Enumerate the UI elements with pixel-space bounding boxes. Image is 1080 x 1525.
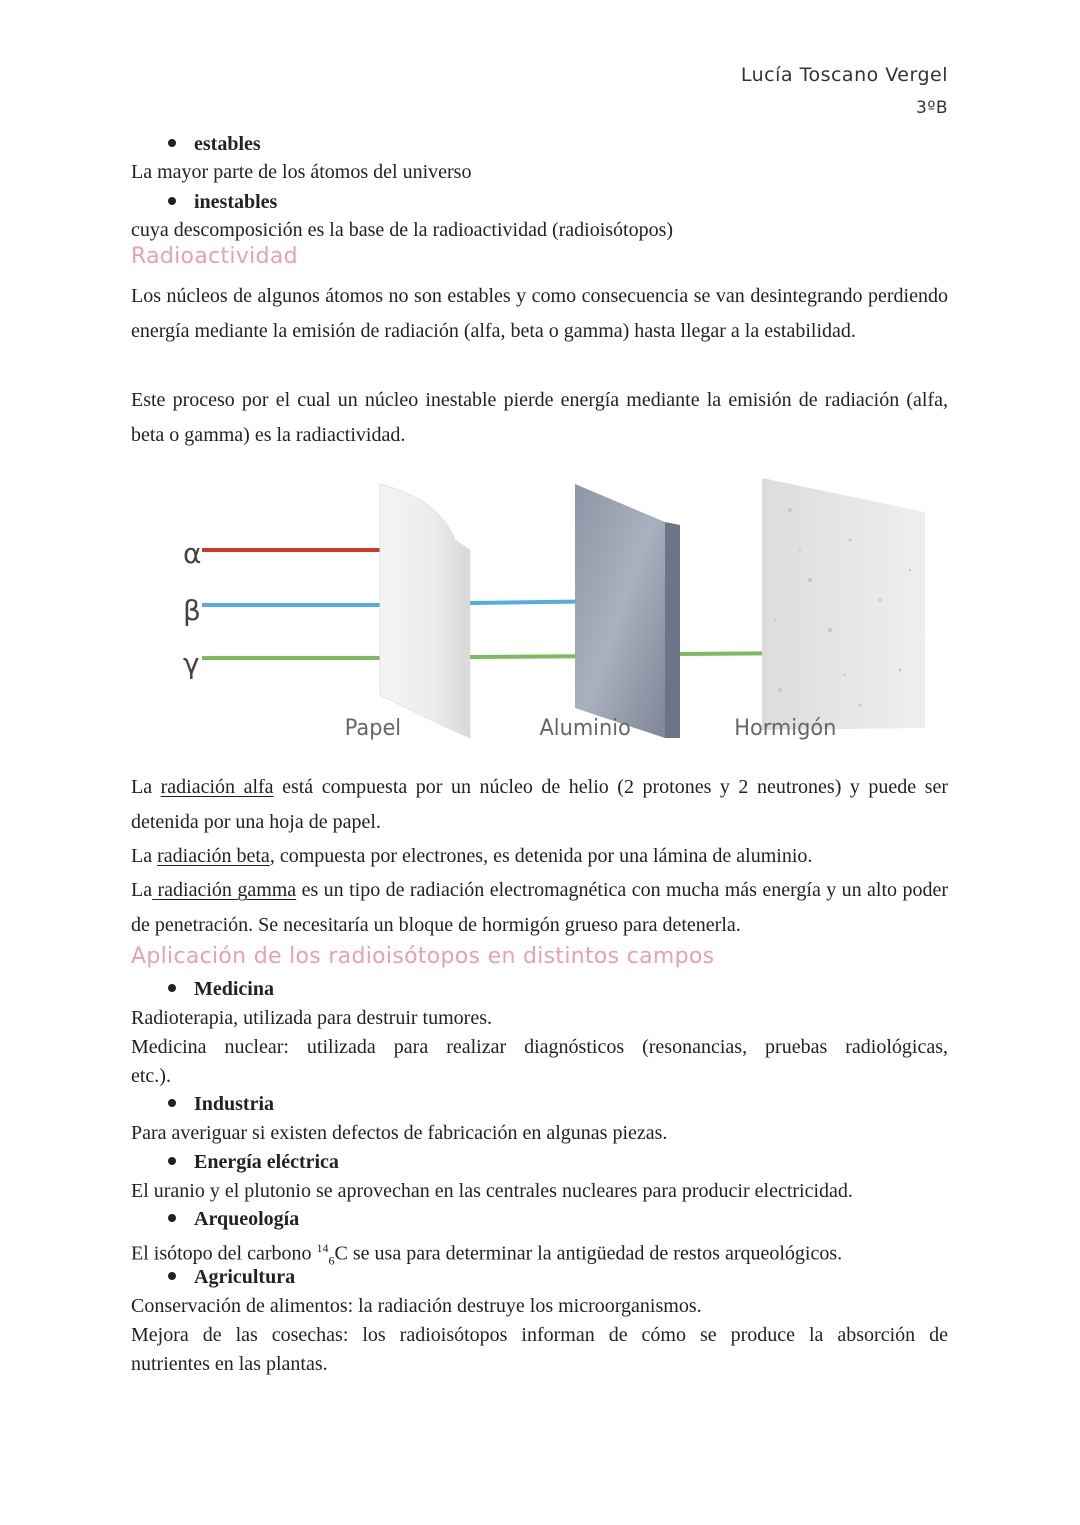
medicina-line-1: Radioterapia, utilizada para destruir tumores. (131, 1007, 492, 1029)
bullet-dot (168, 1099, 176, 1107)
paper-barrier (380, 484, 470, 738)
aplicaciones-heading: Aplicación de los radioisótopos en distintos campos (131, 944, 715, 969)
gamma-symbol: γ (183, 647, 200, 680)
energia-text: El uranio y el plutonio se aprovechan en las centrales nucleares para producir electricidad. (131, 1180, 853, 1202)
bullet-label: Agricultura (194, 1266, 296, 1288)
element-symbol: C (334, 1242, 348, 1265)
bullet-dot (168, 1272, 176, 1280)
bullet-label: Energía eléctrica (194, 1151, 339, 1173)
bullet-label: inestables (194, 191, 278, 213)
concrete-block (762, 478, 925, 730)
bullet-dot (168, 1214, 176, 1222)
alpha-term: radiación alfa (160, 776, 274, 798)
beta-term: radiación beta (157, 845, 270, 867)
agricultura-line-2: Mejora de las cosechas: los radioisótopos informan de cómo se produce la absorción de (131, 1324, 948, 1346)
aluminium-plate (575, 484, 665, 738)
gamma-term: radiación gamma (152, 879, 297, 901)
bullet-industria (168, 1090, 274, 1119)
bullet-dot (168, 1157, 176, 1165)
bullet-energia (168, 1148, 339, 1177)
beta-paragraph (131, 839, 948, 874)
aluminium-label: Aluminio (539, 715, 631, 742)
agricultura-line-1: Conservación de alimentos: la radiación destruye los microorganismos. (131, 1295, 702, 1317)
alpha-paragraph (131, 770, 948, 839)
gamma-paragraph (131, 873, 948, 942)
text-run: La (131, 776, 161, 798)
bullet-label: Arqueología (194, 1208, 300, 1230)
text-run: , compuesta por electrones, es detenida por una lámina de aluminio. (269, 845, 813, 867)
beta-symbol: β (183, 594, 201, 627)
bullet-medicina (168, 975, 274, 1004)
bullet-inestables (168, 188, 277, 217)
paragraph-text: Este proceso por el cual un núcleo inestable pierde energía mediante la emisión de radiación (alfa, beta o gamma) es la radiactividad. (131, 389, 948, 446)
bullet-label: estables (194, 133, 261, 155)
agricultura-line-3: nutrientes en las plantas. (131, 1353, 328, 1375)
medicina-line-3: etc.). (131, 1065, 171, 1087)
mass-number: 14 (316, 1241, 329, 1255)
text-run: La (131, 845, 158, 867)
text-run: es un tipo de radiación electromagnética con mucha más energía y un alto poder de penetración. Se necesitaría un bloque de hormigón grueso para detenerla. (131, 879, 948, 936)
class-label: 3ºB (916, 98, 948, 118)
bullet-dot (168, 139, 176, 147)
industria-text: Para averiguar si existen defectos de fabricación en algunas piezas. (131, 1122, 668, 1144)
inestables-text: cuya descomposición es la base de la radioactividad (radioisótopos) (131, 219, 674, 241)
text-run: se usa para determinar la antigüedad de restos arqueológicos. (347, 1242, 843, 1265)
bullet-label: Medicina (194, 978, 274, 1000)
bullet-estables (168, 130, 261, 159)
text-run: está compuesta por un núcleo de helio (2 protones y 2 neutrones) y puede ser detenida por una hoja de papel. (131, 776, 949, 833)
paper-label: Papel (344, 715, 402, 742)
bullet-dot (168, 984, 176, 992)
alpha-symbol: α (183, 537, 202, 570)
aluminium-edge (665, 522, 680, 738)
radioactividad-heading: Radioactividad (131, 244, 298, 269)
atomic-number: 6 (328, 1253, 335, 1268)
bullet-dot (168, 197, 176, 205)
medicina-line-2: Medicina nuclear: utilizada para realizar diagnósticos (resonancias, pruebas radiológicas, (131, 1036, 948, 1058)
concrete-label: Hormigón (734, 715, 837, 742)
bullet-agricultura (168, 1263, 295, 1292)
bullet-label: Industria (194, 1093, 275, 1115)
radioactividad-paragraph-2 (131, 383, 948, 452)
paragraph-text: Los núcleos de algunos átomos no son estables y como consecuencia se van desintegrando perdiendo energía mediante la emisión de radiación (alfa, beta o gamma) hasta llegar a la estabilidad. (131, 285, 948, 342)
text-run: El isótopo del carbono (131, 1242, 317, 1265)
text-run: La (131, 879, 153, 901)
bullet-arqueologia (168, 1205, 299, 1234)
penetration-diagram (150, 470, 940, 760)
radioactividad-paragraph-1 (131, 279, 948, 348)
estables-text: La mayor parte de los átomos del universo (131, 161, 472, 183)
author-name: Lucía Toscano Vergel (740, 64, 948, 86)
